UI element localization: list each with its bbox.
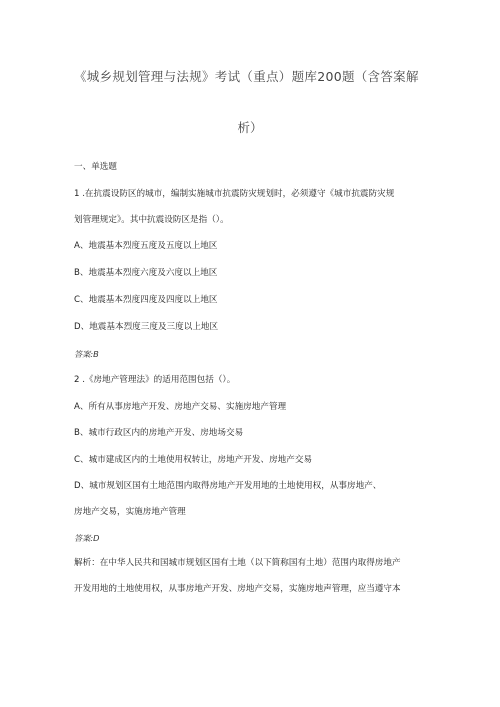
question-2-answer: 答案:D [74,533,100,543]
question-1-answer: 答案:B [74,349,99,359]
question-2-option-d-line-2: 房地产交易，实施房地产管理 [74,507,186,517]
question-1-option-d: D、地震基本烈度三度及三度以上地区 [74,322,219,332]
question-2-option-d-line-1: D、城市规划区国有土地范围内取得房地产开发用地的土地使用权，从事房地产、 [74,481,382,491]
section-heading: 一、单选题 [74,162,117,172]
document-title: 《城乡规划管理与法规》考试（重点）题库200题（含答案解 [74,69,419,84]
question-2-text-line-1: 2 .《房地产管理法》的适用范围包括（）。 [74,375,236,385]
question-2-analysis-line-1: 解析：在中华人民共和国城市规划区国有土地（以下简称国有土地）范围内取得房地产 [74,558,401,568]
question-2-option-b: B、城市行政区内的房地产开发、房地场交易 [74,428,244,438]
question-1-text-line-1: 1 .在抗震设防区的城市，编制实施城市抗震防灾规划时，必须遵守《城市抗震防灾规 [74,189,395,199]
question-2-option-c: C、城市建成区内的土地使用权转让，房地产开发、房地产交易 [74,455,313,465]
question-2-option-a: A、所有从事房地产开发、房地产交易、实施房地产管理 [74,402,287,412]
question-2-analysis-line-2: 开发用地的土地使用权，从事房地产开发、房地产交易，实施房地声管理，应当遵守本 [74,584,401,594]
document-title-continued: 析） [237,120,263,135]
question-1-option-c: C、地震基本烈度四度及四度以上地区 [74,295,218,305]
question-1-option-a: A、地震基本烈度五度及五度以上地区 [74,241,218,251]
question-1-option-b: B、地震基本烈度六度及六度以上地区 [74,268,218,278]
question-1-text-line-2: 划管理规定》。其中抗震设防区是指（）。 [74,215,229,225]
